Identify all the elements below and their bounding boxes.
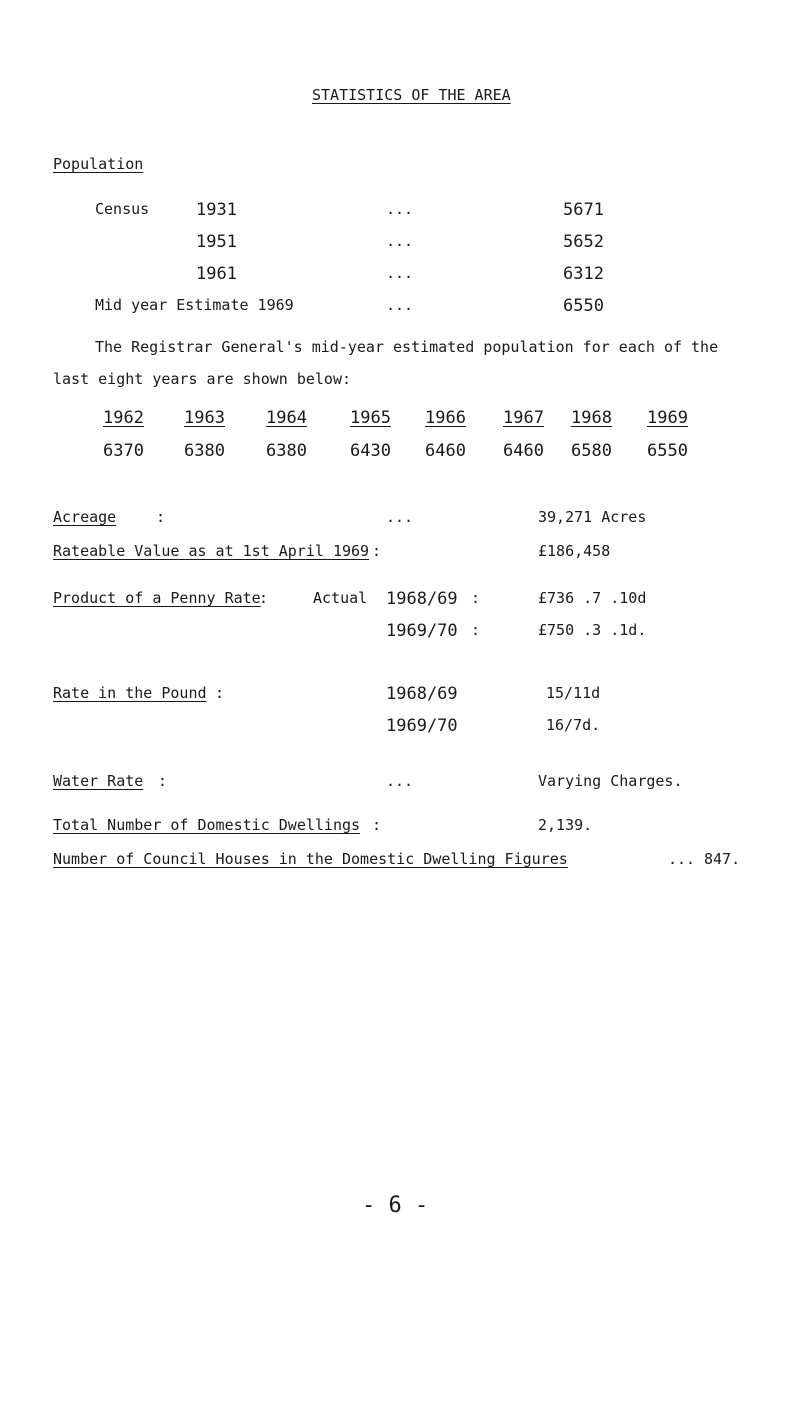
colon: : (158, 772, 168, 790)
penny-rate-label: Product of a Penny Rate (53, 589, 261, 607)
mid-year-value: 6550 (563, 296, 604, 316)
census-value: 6312 (563, 264, 604, 284)
page-title: STATISTICS OF THE AREA (312, 86, 511, 104)
colon: : (156, 508, 166, 526)
penny-rate-value: £750 .3 .1d. (538, 621, 647, 639)
year-header: 1965 (350, 408, 391, 428)
rate-period: 1969/70 (386, 716, 458, 736)
rate-period: 1968/69 (386, 684, 458, 704)
rate-in-pound-label: Rate in the Pound (53, 684, 207, 702)
actual-label: Actual (313, 589, 368, 607)
rate-value: 16/7d. (546, 716, 601, 734)
year-value: 6380 (266, 441, 307, 461)
leader-dots: ... (386, 508, 414, 526)
year-value: 6550 (647, 441, 688, 461)
year-value: 6460 (425, 441, 466, 461)
rateable-value-label: Rateable Value as at 1st April 1969 (53, 542, 370, 560)
census-label: Census (95, 200, 150, 218)
year-value: 6580 (571, 441, 612, 461)
year-value: 6370 (103, 441, 144, 461)
penny-rate-period: 1968/69 (386, 589, 458, 609)
year-header: 1966 (425, 408, 466, 428)
census-year: 1951 (196, 232, 237, 252)
mid-year-label: Mid year Estimate 1969 (95, 296, 294, 314)
penny-rate-value: £736 .7 .10d (538, 589, 647, 607)
acreage-label: Acreage (53, 508, 117, 526)
colon: : (372, 542, 382, 560)
water-rate-label: Water Rate (53, 772, 144, 790)
council-houses-value: 847. (704, 850, 741, 868)
census-year: 1931 (196, 200, 237, 220)
penny-rate-period: 1969/70 (386, 621, 458, 641)
leader-dots: ... (668, 850, 696, 868)
colon: : (259, 589, 269, 607)
population-note-line2: last eight years are shown below: (53, 370, 352, 388)
year-value: 6460 (503, 441, 544, 461)
year-header: 1968 (571, 408, 612, 428)
rateable-value: £186,458 (538, 542, 611, 560)
page-number: - 6 - (362, 1193, 429, 1218)
year-header: 1963 (184, 408, 225, 428)
colon: : (215, 684, 225, 702)
year-header: 1969 (647, 408, 688, 428)
census-value: 5652 (563, 232, 604, 252)
dwellings-value: 2,139. (538, 816, 593, 834)
year-header: 1967 (503, 408, 544, 428)
year-header: 1962 (103, 408, 144, 428)
leader-dots: ... (386, 296, 414, 314)
colon: : (372, 816, 382, 834)
water-rate-value: Varying Charges. (538, 772, 683, 790)
year-value: 6380 (184, 441, 225, 461)
leader-dots: ... (386, 232, 414, 250)
council-houses-label: Number of Council Houses in the Domestic Dwelling Figures (53, 850, 568, 868)
leader-dots: ... (386, 200, 414, 218)
year-value: 6430 (350, 441, 391, 461)
year-header: 1964 (266, 408, 307, 428)
leader-dots: ... (386, 264, 414, 282)
rate-value: 15/11d (546, 684, 601, 702)
census-value: 5671 (563, 200, 604, 220)
census-year: 1961 (196, 264, 237, 284)
leader-dots: ... (386, 772, 414, 790)
colon: : (471, 621, 481, 639)
acreage-value: 39,271 Acres (538, 508, 647, 526)
colon: : (471, 589, 481, 607)
dwellings-label: Total Number of Domestic Dwellings (53, 816, 361, 834)
population-heading: Population (53, 155, 144, 173)
population-note-line1: The Registrar General's mid-year estimated population for each of the (95, 338, 719, 356)
